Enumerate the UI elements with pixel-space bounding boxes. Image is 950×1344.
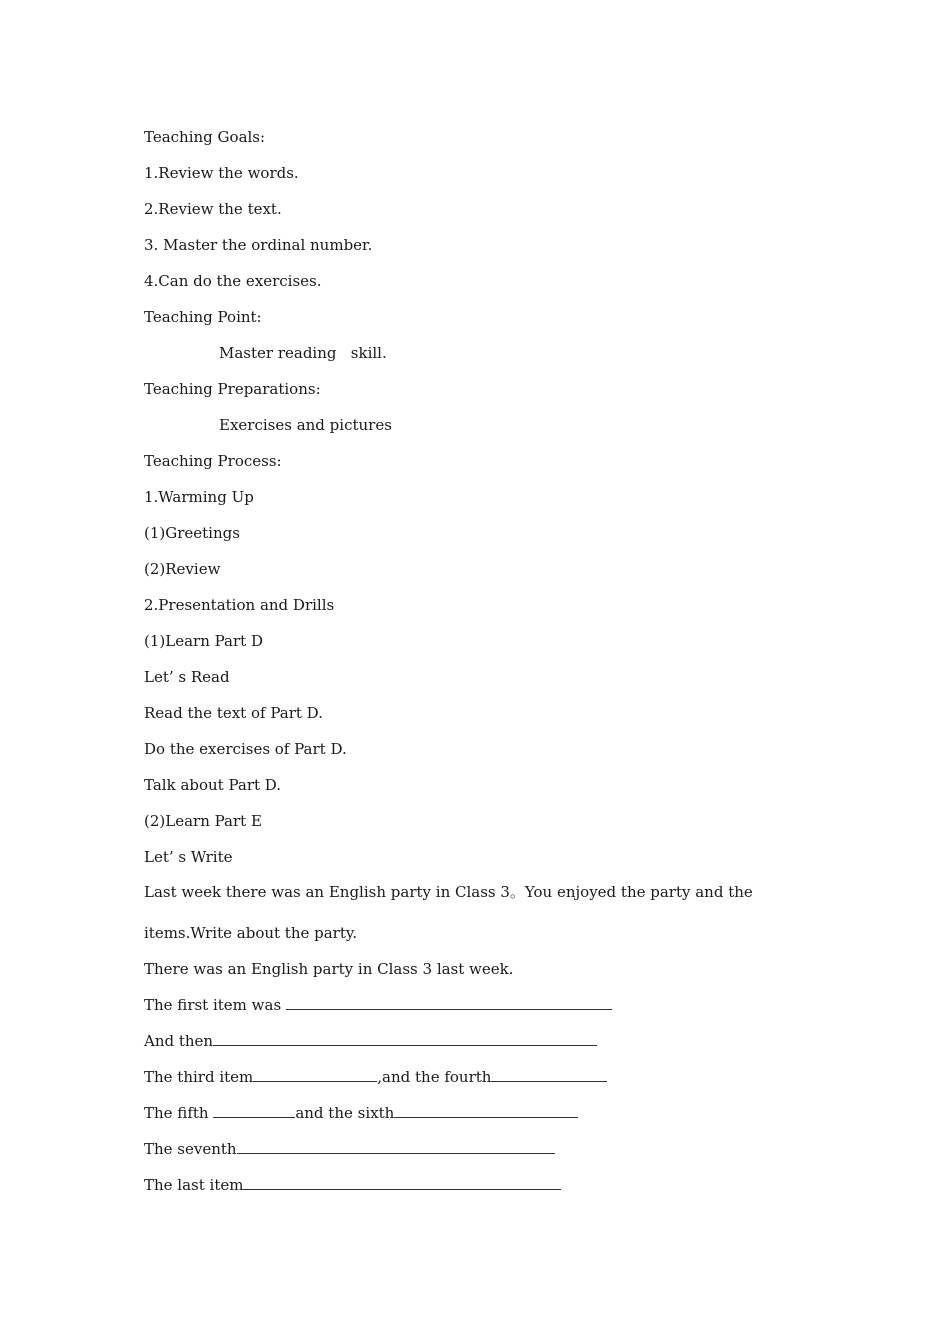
- fill-in-label: and the sixth: [295, 1104, 395, 1122]
- step-warming-up: 1.Warming Up: [144, 488, 254, 506]
- task-intro-line: There was an English party in Class 3 last week.: [144, 960, 514, 978]
- step-review: (2)Review: [144, 560, 221, 578]
- step-greetings: (1)Greetings: [144, 524, 240, 542]
- lets-read-heading: Let’ s Read: [144, 668, 230, 686]
- fill-in-label: The third item: [144, 1068, 254, 1086]
- read-text-line: Read the text of Part D.: [144, 704, 323, 722]
- goals-heading: Teaching Goals:: [144, 128, 266, 146]
- talk-about-line: Talk about Part D.: [144, 776, 282, 794]
- fill-in-label: ,and the fourth: [377, 1068, 492, 1086]
- answer-blank[interactable]: [237, 1139, 555, 1154]
- preparations-text: Exercises and pictures: [219, 416, 392, 434]
- goal-item-2: 2.Review the text.: [144, 200, 282, 218]
- task-line-2: items.Write about the party.: [144, 924, 358, 942]
- preparations-heading: Teaching Preparations:: [144, 380, 321, 398]
- step-learn-part-e: (2)Learn Part E: [144, 812, 262, 830]
- answer-blank[interactable]: [213, 1031, 597, 1046]
- fill-in-fifth-sixth: [144, 1102, 578, 1124]
- fill-in-seventh: [144, 1138, 555, 1160]
- process-heading: Teaching Process:: [144, 452, 282, 470]
- point-heading: Teaching Point:: [144, 308, 262, 326]
- point-text: Master reading skill.: [219, 344, 387, 362]
- fill-in-label: The fifth: [144, 1104, 214, 1122]
- step-learn-part-d: (1)Learn Part D: [144, 632, 263, 650]
- do-exercises-line: Do the exercises of Part D.: [144, 740, 347, 758]
- lets-write-heading: Let’ s Write: [144, 848, 233, 866]
- goal-item-1: 1.Review the words.: [144, 164, 299, 182]
- answer-blank[interactable]: [253, 1067, 377, 1082]
- goal-item-4: 4.Can do the exercises.: [144, 272, 322, 290]
- fill-in-label: The seventh: [144, 1140, 237, 1158]
- step-presentation: 2.Presentation and Drills: [144, 596, 335, 614]
- fill-in-label: The first item was: [144, 996, 286, 1014]
- fill-in-third-fourth: [144, 1066, 607, 1088]
- answer-blank[interactable]: [286, 995, 612, 1010]
- fill-in-last-item: [144, 1174, 561, 1196]
- answer-blank[interactable]: [213, 1103, 295, 1118]
- fill-in-then: [144, 1030, 597, 1052]
- answer-blank[interactable]: [243, 1175, 561, 1190]
- answer-blank[interactable]: [491, 1067, 607, 1082]
- answer-blank[interactable]: [394, 1103, 578, 1118]
- goal-item-3: 3. Master the ordinal number.: [144, 236, 373, 254]
- fill-in-label: And then: [144, 1032, 214, 1050]
- task-line-1: Last week there was an English party in Class 3。You enjoyed the party and the: [144, 883, 753, 901]
- fill-in-label: The last item: [144, 1176, 244, 1194]
- fill-in-first-item: [144, 994, 612, 1016]
